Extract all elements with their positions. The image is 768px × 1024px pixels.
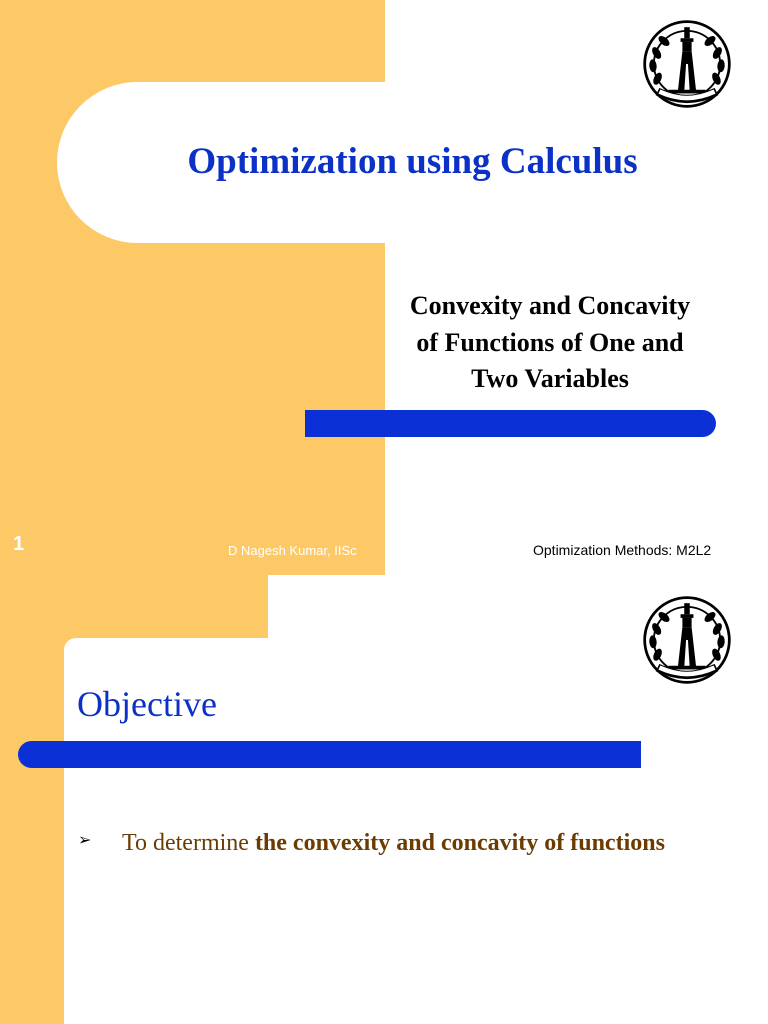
slide1-title: Optimization using Calculus <box>187 141 638 182</box>
footer-course: Optimization Methods: M2L2 <box>533 542 712 558</box>
slide2-blue-bar <box>18 741 641 768</box>
slide1-subtitle <box>385 288 715 398</box>
footer-author: D Nagesh Kumar, IISc <box>228 543 357 558</box>
slide1-subtitle-line-3: Two Variables <box>471 364 629 393</box>
objective-bullet <box>122 827 665 859</box>
bullet-arrow-icon: ➢ <box>78 830 92 849</box>
slide1-blue-bar <box>305 410 716 437</box>
objective-bullet-emphasis: the convexity and concavity of functions <box>254 830 665 856</box>
slide1-subtitle-line-1: Convexity and Concavity <box>409 291 691 320</box>
slide1-subtitle-line-2: of Functions of One and <box>416 327 684 357</box>
slide2-title: Objective <box>77 684 217 724</box>
objective-bullet-prefix: To determine <box>122 830 255 856</box>
iisc-emblem-icon <box>641 18 733 110</box>
iisc-emblem-icon <box>641 594 733 686</box>
slide-number: 1 <box>13 533 25 555</box>
